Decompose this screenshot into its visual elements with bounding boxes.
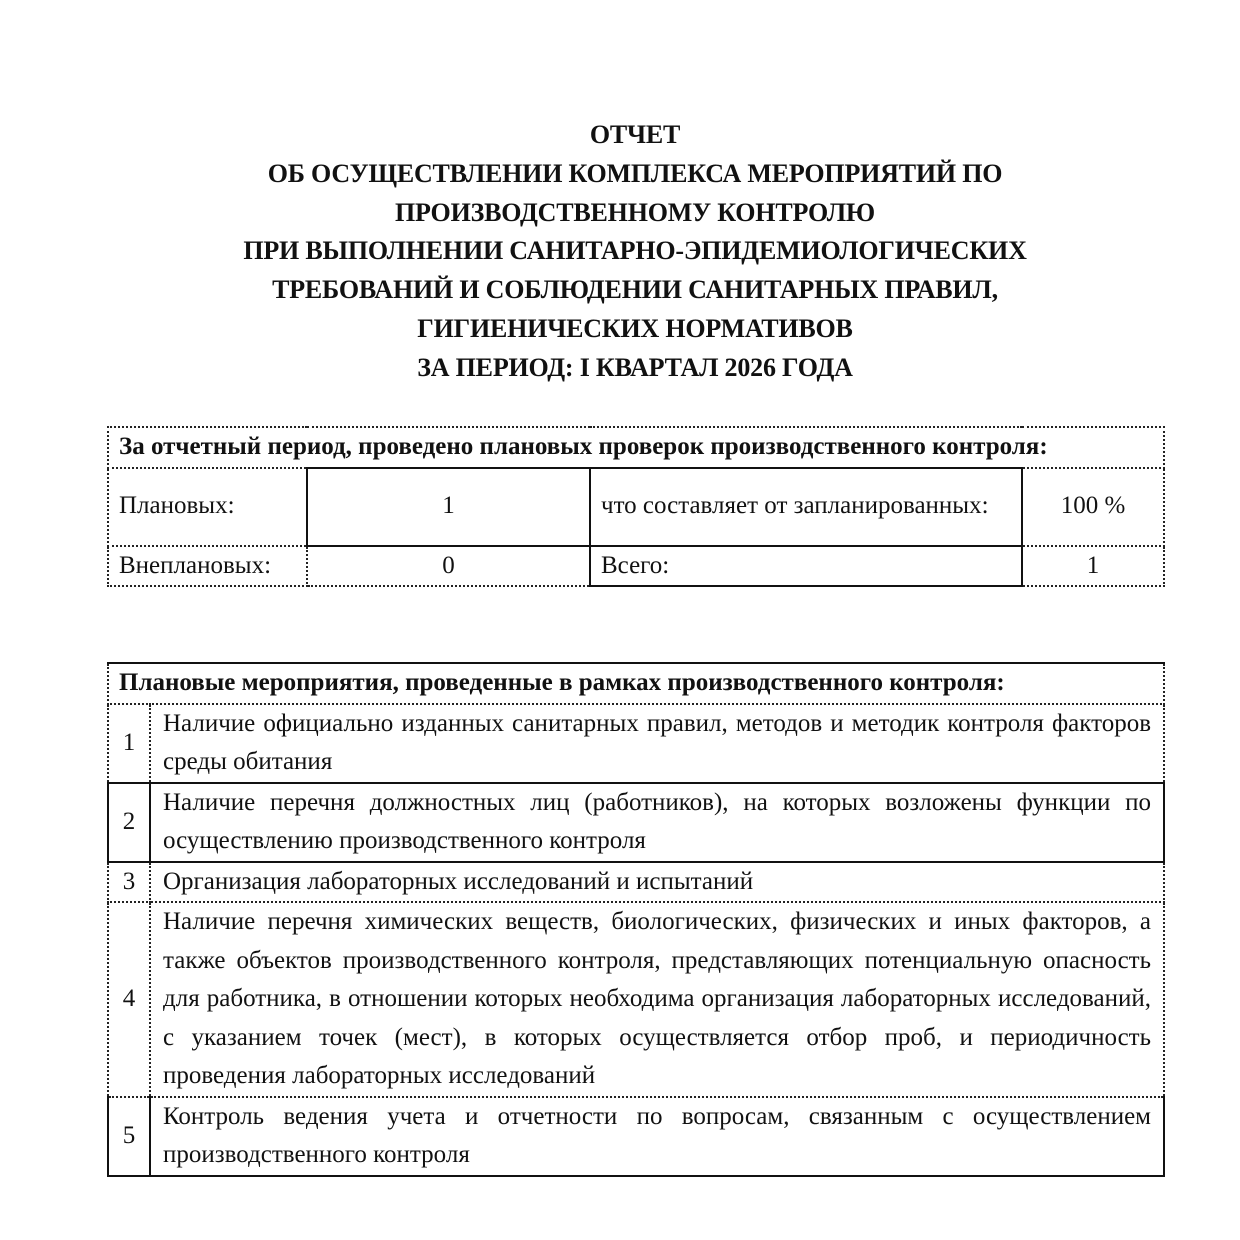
inspections-header: За отчетный период, проведено плановых проверок производственного контроля: (108, 427, 1164, 468)
total-value: 1 (1022, 546, 1164, 587)
activity-row (108, 704, 1164, 783)
title-line: ТРЕБОВАНИЙ И СОБЛЮДЕНИИ САНИТАРНЫХ ПРАВИЛ, (272, 275, 998, 305)
title-line: ГИГИЕНИЧЕСКИХ НОРМАТИВОВ (417, 313, 853, 343)
inspections-table (107, 426, 1165, 587)
activity-number: 5 (108, 1097, 150, 1176)
activity-row (108, 783, 1164, 862)
title-line: ОТЧЕТ (589, 120, 681, 149)
activity-text: Наличие перечня химических веществ, биологических, физических и иных факторов, а также объектов производственного контроля, представляющих потенциальную опасность для работника, в отношении которых необходима организация лабораторных исследований, с указанием точек (мест), в которых осуществляется отбор проб, и периодичность проведения лабораторных исследований (150, 902, 1164, 1097)
activities-table (107, 662, 1165, 1177)
activity-text: Наличие перечня должностных лиц (работников), на которых возложены функции по осуществлению производственного контроля (150, 783, 1164, 862)
activity-number: 1 (108, 704, 150, 783)
activity-number: 4 (108, 902, 150, 1097)
total-label: Всего: (590, 546, 1022, 587)
title-line: ПРИ ВЫПОЛНЕНИИ САНИТАРНО-ЭПИДЕМИОЛОГИЧЕСКИХ (243, 236, 1027, 266)
title-line: ЗА ПЕРИОД: I КВАРТАЛ 2026 ГОДА (417, 352, 853, 382)
activity-row (108, 1097, 1164, 1176)
unplanned-value: 0 (307, 546, 590, 587)
unplanned-label: Внеплановых: (108, 546, 307, 587)
title-line: ПРОИЗВОДСТВЕННОМУ КОНТРОЛЮ (395, 197, 875, 227)
report-title (0, 116, 1240, 388)
activity-text: Наличие официально изданных санитарных правил, методов и методик контроля факторов среды обитания (150, 704, 1164, 783)
activity-text: Контроль ведения учета и отчетности по вопросам, связанным с осуществлением производственного контроля (150, 1097, 1164, 1176)
activity-row (108, 902, 1164, 1097)
planned-label: Плановых: (108, 468, 307, 546)
planned-value: 1 (307, 468, 590, 546)
share-value: 100 % (1022, 468, 1164, 546)
title-line: ОБ ОСУЩЕСТВЛЕНИИ КОМПЛЕКСА МЕРОПРИЯТИЙ ПО (267, 158, 1003, 188)
activities-header: Плановые мероприятия, проведенные в рамках производственного контроля: (108, 663, 1164, 704)
activity-text: Организация лабораторных исследований и испытаний (150, 862, 1164, 903)
activity-number: 2 (108, 783, 150, 862)
activity-number: 3 (108, 862, 150, 903)
share-label: что составляет от запланированных: (590, 468, 1022, 546)
activity-row (108, 862, 1164, 903)
